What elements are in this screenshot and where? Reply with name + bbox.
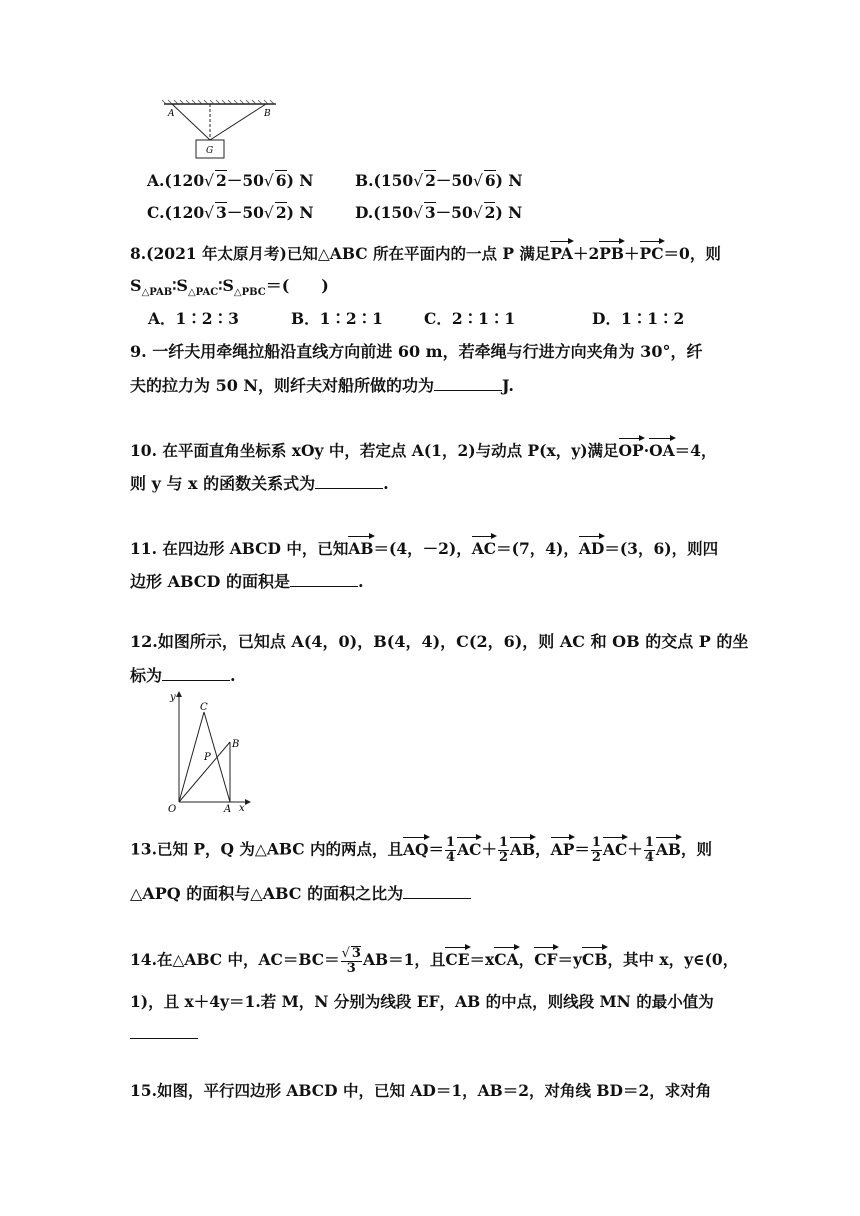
axis-x-label: x bbox=[239, 803, 245, 814]
q7-option-a[interactable]: A.(120√ 2－50√ 6) N bbox=[147, 171, 314, 190]
q14-line-3 bbox=[130, 1024, 198, 1044]
q8-option-c[interactable]: C．2∶1∶1 bbox=[424, 309, 516, 328]
q9-line-1: 9. 一纤夫用牵绳拉船沿直线方向前进 60 m，若牵绳与行进方向夹角为 30°，纤 bbox=[130, 342, 703, 361]
q7-option-c[interactable]: C.(120√ 3－50√ 2) N bbox=[147, 203, 314, 222]
answer-blank[interactable] bbox=[290, 572, 358, 587]
q14-line-2: 1)，且 x＋4y＝1.若 M，N 分别为线段 EF，AB 的中点，则线段 MN 的最小值为 bbox=[130, 992, 714, 1011]
q12-line-1: 12.如图所示，已知点 A(4，0)，B(4，4)，C(2，6)，则 AC 和 OB 的交点 P 的坐 bbox=[130, 632, 749, 651]
q11-line-2: 边形 ABCD 的面积是 . bbox=[130, 572, 364, 591]
q13-line-2: △APQ 的面积与△ABC 的面积之比为 bbox=[130, 884, 471, 904]
q8-option-a[interactable]: A．1∶2∶3 bbox=[148, 309, 239, 328]
q13-line-1: 13.已知 P，Q 为△ABC 内的两点，且AQ＝ $\frac{1}{4}$ AC＋ $\frac{1}{2}$ AB，AP＝ $\frac{1}{2}$ AC＋ $\frac{1}{4}$ AB，则 bbox=[130, 835, 713, 865]
q10-line-2: 则 y 与 x 的函数关系式为 . bbox=[130, 474, 389, 493]
label-g: G bbox=[206, 146, 214, 156]
point-c-label: C bbox=[200, 702, 208, 713]
label-b: B bbox=[264, 109, 271, 119]
hanging-weight-figure bbox=[158, 96, 282, 162]
q11-line-1: 11. 在四边形 ABCD 中，已知AB＝(4，－2)，AC＝(7，4)，AD＝(3，6)，则四 bbox=[130, 539, 719, 558]
axis-y-label: y bbox=[170, 692, 176, 703]
point-a-label: A bbox=[224, 804, 232, 814]
q12-line-2: 标为 . bbox=[130, 666, 236, 685]
answer-blank[interactable] bbox=[403, 884, 471, 899]
q7-option-b[interactable]: B.(150√ 2－50√ 6) N bbox=[355, 171, 523, 190]
answer-blank[interactable] bbox=[434, 376, 502, 391]
point-p-label: P bbox=[204, 752, 211, 763]
answer-blank[interactable] bbox=[315, 474, 383, 489]
q8-line-2: $S_{\triangle PAB}∶S_{\triangle PAC}∶S_{\triangle PBC}=$( ) bbox=[130, 276, 329, 299]
q8-option-b[interactable]: B．1∶2∶1 bbox=[291, 309, 383, 328]
q8-option-d[interactable]: D．1∶1∶2 bbox=[592, 309, 685, 328]
answer-blank[interactable] bbox=[162, 666, 230, 681]
origin-label: O bbox=[168, 804, 177, 814]
point-b-label: B bbox=[232, 739, 240, 750]
q15-line-1: 15.如图，平行四边形 ABCD 中，已知 AD＝1，AB＝2，对角线 BD＝2，求对角 bbox=[130, 1081, 712, 1100]
q14-line-1: 14.在△ABC 中，AC＝BC＝ $\frac{√ 3}{3}$ AB＝1，且CE＝xCA，CF＝yCB，其中 x，y∈(0， bbox=[130, 946, 739, 976]
coordinate-figure bbox=[164, 690, 258, 814]
q9-line-2: 夫的拉力为 50 N，则纤夫对船所做的功为 J. bbox=[130, 376, 514, 395]
q8-line-1: 8.(2021 年太原月考)已知△ABC 所在平面内的一点 P 满足PA＋2PB＋PC＝0，则 bbox=[130, 244, 721, 263]
label-a: A bbox=[168, 109, 175, 119]
answer-blank[interactable] bbox=[130, 1024, 198, 1039]
q7-option-d[interactable]: D.(150√ 3－50√ 2) N bbox=[355, 203, 523, 222]
q10-line-1: 10. 在平面直角坐标系 xOy 中，若定点 A(1，2)与动点 P(x，y)满足OP·OA＝4， bbox=[130, 441, 717, 460]
